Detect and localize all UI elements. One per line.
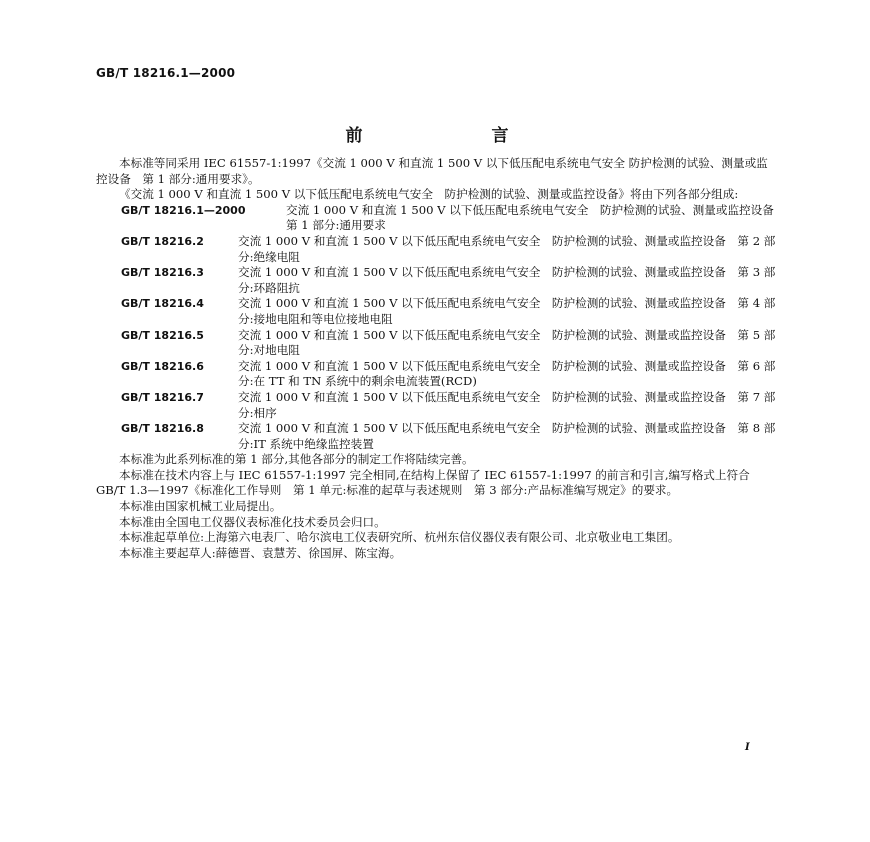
part-code: GB/T 18216.6 [121,359,204,373]
part-title: 交流 1 000 V 和直流 1 500 V 以下低压配电系统电气安全 防护检测的试验、测量或监控设备 第 7 部分:相序 [238,389,776,420]
part-title: 交流 1 000 V 和直流 1 500 V 以下低压配电系统电气安全 防护检测的试验、测量或监控设备 第 5 部分:对地电阻 [238,327,776,358]
part-title: 交流 1 000 V 和直流 1 500 V 以下低压配电系统电气安全 防护检测的试验、测量或监控设备 第 6 部分:在 TT 和 TN 系统中的剩余电流装置(RCD) [238,358,776,389]
paragraph-series-note: 本标准为此系列标准的第 1 部分,其他各部分的制定工作将陆续完善。 [119,452,474,467]
list-item [96,328,776,359]
part-code: GB/T 18216.2 [121,234,204,248]
list-item [96,234,776,265]
part-code: GB/T 18216.7 [121,390,204,404]
part-code: GB/T 18216.4 [121,297,204,311]
paragraph-drafters: 本标准主要起草人:薛德晋、袁慧芳、徐国屏、陈宝海。 [119,545,402,560]
standard-code-header: GB/T 18216.1—2000 [96,66,236,80]
part-code: GB/T 18216.3 [121,266,204,280]
part-code: GB/T 18216.8 [121,422,204,436]
paragraph-committee: 本标准由全国电工仪器仪表标准化技术委员会归口。 [119,514,386,529]
document-body [96,156,786,561]
part-title: 交流 1 000 V 和直流 1 500 V 以下低压配电系统电气安全 防护检测的试验、测量或监控设备 第 2 部分:绝缘电阻 [238,233,776,264]
list-item [96,296,776,327]
paragraph-proposer: 本标准由国家机械工业局提出。 [119,499,282,514]
part-title: 交流 1 000 V 和直流 1 500 V 以下低压配电系统电气安全 防护检测的试验、测量或监控设备 第 4 部分:接地电阻和等电位接地电阻 [238,296,776,326]
list-item [96,421,776,452]
page-number: I [745,742,750,753]
page-title: 前 言 [345,126,565,146]
paragraph-equivalence: 本标准在技术内容上与 IEC 61557-1:1997 完全相同,在结构上保留了 IEC 61557-1:1997 的前言和引言,编写格式上符合 GB/T 1.3—1997《标准化工作导则 第 1 单元:标准的起草与表述规则 第 3 部分:产品标准编写规定》的要求。 [96,467,750,498]
parts-list [96,202,786,453]
list-item [96,359,776,390]
part-code: GB/T 18216.5 [121,328,204,342]
part-code: GB/T 18216.1—2000 [121,203,246,217]
paragraph-series-intro: 《交流 1 000 V 和直流 1 500 V 以下低压配电系统电气安全 防护检测的试验、测量或监控设备》将由下列各部分组成: [119,187,739,202]
paragraph-drafting-units: 本标准起草单位:上海第六电表厂、哈尔滨电工仪表研究所、杭州东信仪器仪表有限公司、北京敬业电工集团。 [119,530,680,545]
part-title: 交流 1 000 V 和直流 1 500 V 以下低压配电系统电气安全 防护检测的试验、测量或监控设备 第 8 部分:IT 系统中绝缘监控装置 [238,421,776,451]
list-item [96,202,786,234]
paragraph-adoption: 本标准等同采用 IEC 61557-1:1997《交流 1 000 V 和直流 1 500 V 以下低压配电系统电气安全 防护检测的试验、测量或监控设备 第 1 部分:通用要求》。 [96,156,768,186]
part-title: 交流 1 000 V 和直流 1 500 V 以下低压配电系统电气安全 防护检测的试验、测量或监控设备 第 1 部分:通用要求 [286,202,786,233]
part-title: 交流 1 000 V 和直流 1 500 V 以下低压配电系统电气安全 防护检测的试验、测量或监控设备 第 3 部分:环路阻抗 [238,265,776,295]
list-item [96,390,776,421]
list-item [96,265,776,296]
